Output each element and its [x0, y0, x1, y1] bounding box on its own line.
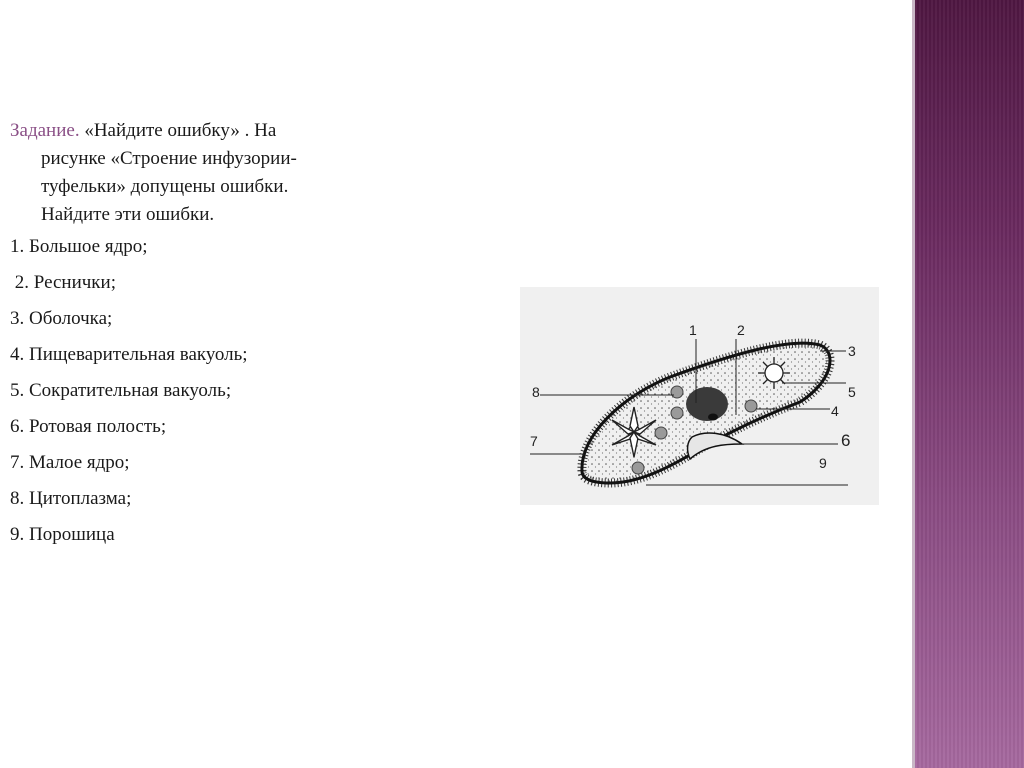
- macronucleus: [686, 387, 728, 421]
- list-item: 4. Пищеварительная вакуоль;: [10, 344, 248, 365]
- label-5: 5: [848, 384, 856, 400]
- task-title: «Найдите ошибку» . На: [84, 120, 277, 141]
- list-item: 5. Сократительная вакуоль;: [10, 380, 232, 401]
- food-vacuole: [745, 400, 757, 412]
- label-6: 6: [841, 431, 851, 450]
- task-line-2: рисунке «Строение инфузории-: [41, 148, 297, 169]
- list-item: 1. Большое ядро;: [10, 236, 148, 257]
- food-vacuole: [671, 386, 683, 398]
- list-item: 8. Цитоплазма;: [10, 488, 132, 509]
- list-item: 3. Оболочка;: [10, 308, 113, 329]
- task-label: Задание.: [10, 120, 80, 141]
- food-vacuole: [632, 462, 644, 474]
- list-item: 6. Ротовая полость;: [10, 416, 167, 437]
- decorative-sidebar: [912, 0, 1024, 768]
- paramecium-diagram: [520, 287, 879, 505]
- food-vacuole: [655, 427, 667, 439]
- food-vacuole: [671, 407, 683, 419]
- label-1: 1: [689, 322, 697, 338]
- oral-groove: [688, 433, 742, 459]
- label-3: 3: [848, 343, 856, 359]
- paramecium-figure: [520, 287, 879, 505]
- label-9: 9: [819, 455, 827, 471]
- label-2: 2: [737, 322, 745, 338]
- list-item: 7. Малое ядро;: [10, 452, 130, 473]
- list-item: 9. Порошица: [10, 524, 115, 545]
- label-4: 4: [831, 403, 839, 419]
- task-text: [10, 117, 370, 229]
- sidebar-texture: [915, 0, 1024, 768]
- task-line-1: [10, 117, 370, 145]
- label-7: 7: [530, 433, 538, 449]
- task-line-4: Найдите эти ошибки.: [41, 204, 215, 225]
- label-8: 8: [532, 384, 540, 400]
- list-item: 2. Реснички;: [10, 272, 116, 293]
- micronucleus: [708, 414, 718, 421]
- task-line-3: туфельки» допущены ошибки.: [41, 176, 289, 197]
